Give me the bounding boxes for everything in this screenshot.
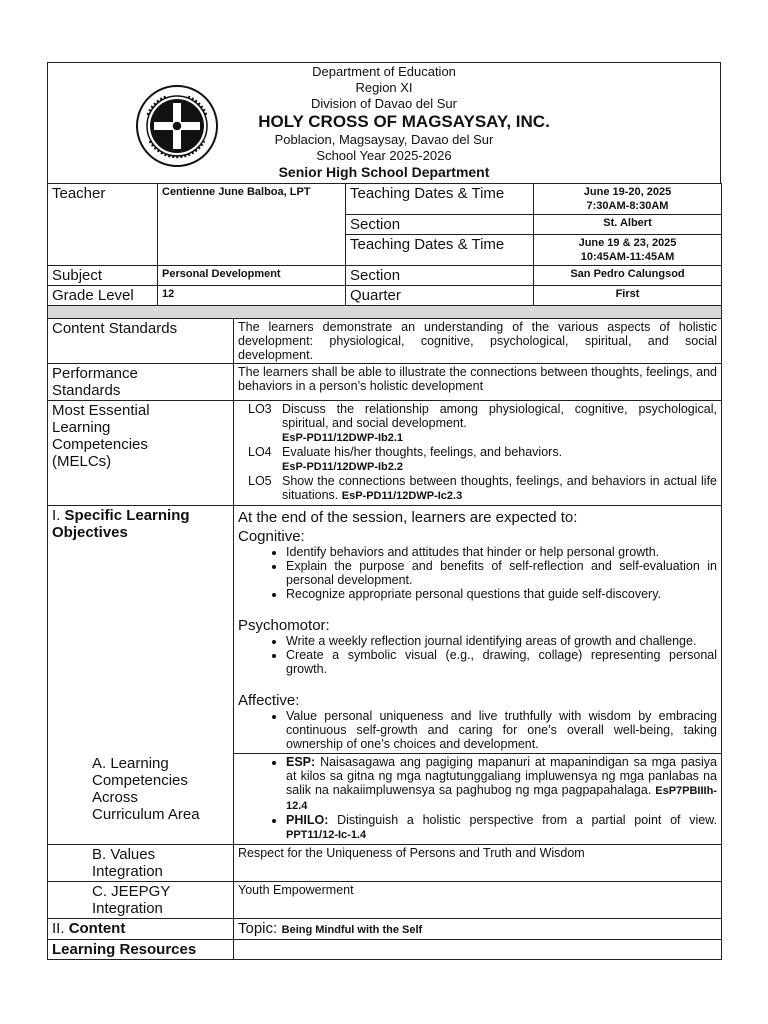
teacher-value: Centienne June Balboa, LPT	[158, 184, 346, 266]
subject-label: Subject	[48, 266, 158, 286]
values-label-1: B. Values	[92, 846, 156, 863]
across-list	[238, 755, 717, 842]
psychomotor-list	[238, 634, 717, 676]
melc-code: EsP-PD11/12DWP-Ib2.2	[282, 461, 404, 473]
content-title: Content	[68, 920, 126, 937]
jeepgy-integration-text: Youth Empowerment	[234, 882, 722, 919]
across-curriculum-content	[234, 754, 722, 845]
melc-number: LO4	[248, 445, 272, 459]
values-integration-text: Respect for the Uniqueness of Persons and Truth and Wisdom	[234, 845, 722, 882]
section-value-2: San Pedro Calungsod	[534, 266, 722, 286]
affective-title: Affective:	[238, 692, 300, 709]
melcs-label-2: Learning	[52, 419, 111, 436]
section-value-1: St. Albert	[534, 215, 722, 235]
melc-code: EsP-PD11/12DWP-Ic2.3	[341, 490, 463, 502]
melc-item	[238, 445, 717, 474]
quarter-value: First	[534, 286, 722, 306]
teaching-dates-label-2: Teaching Dates & Time	[346, 235, 534, 266]
list-item: • Value personal uniqueness and live truthfully with wisdom by embracing continuous self-growth and caring for one’s overall well-being, taking ownership of one’s choices and development.	[286, 709, 717, 751]
philo-code: PPT11/12-Ic-1.4	[286, 829, 367, 841]
melcs-label-1: Most Essential	[52, 402, 150, 419]
melcs-label-4: (MELCs)	[52, 453, 112, 470]
section-label-2: Section	[346, 266, 534, 286]
topic-value: Being Mindful with the Self	[281, 924, 423, 936]
performance-label-1: Performance	[52, 365, 138, 382]
list-item: • Identify behaviors and attitudes that hinder or help personal growth.	[286, 545, 717, 559]
philo-text: Distinguish a holistic perspective from a partial point of view.	[337, 813, 717, 827]
melc-text: Evaluate his/her thoughts, feelings, and behaviors.	[282, 445, 563, 459]
jeepgy-integration-label	[48, 882, 234, 919]
objectives-prefix: I.	[52, 507, 61, 524]
values-label-2: Integration	[92, 863, 163, 880]
quarter-label: Quarter	[346, 286, 534, 306]
subject-value: Personal Development	[158, 266, 346, 286]
teaching-dates-value-2	[534, 235, 722, 266]
school-seal-icon	[136, 85, 218, 167]
teaching-dates-2-date: June 19 & 23, 2025	[578, 237, 677, 249]
school-year: School Year 2025-2026	[316, 148, 452, 163]
cognitive-title: Cognitive:	[238, 528, 305, 545]
grade-level-label: Grade Level	[48, 286, 158, 306]
melc-number: LO3	[248, 402, 272, 416]
objectives-intro: At the end of the session, learners are expected to:	[238, 509, 578, 526]
performance-label-2: Standards	[52, 382, 121, 399]
lesson-plan-table	[47, 183, 722, 960]
header-line-3: Division of Davao del Sur	[311, 96, 457, 111]
psychomotor-title: Psychomotor:	[238, 617, 330, 634]
philo-label: PHILO:	[286, 813, 329, 827]
melcs-label-3: Competencies	[52, 436, 148, 453]
objectives-title-2: Objectives	[52, 524, 128, 541]
list-item: • Write a weekly reflection journal identifying areas of growth and challenge.	[286, 634, 717, 648]
objectives-title-1: Specific Learning	[64, 507, 190, 524]
across-label-2: Competencies	[92, 771, 188, 789]
learning-resources-value	[234, 940, 722, 960]
melcs-label	[48, 401, 234, 506]
content-topic	[234, 919, 722, 940]
teaching-dates-label-1: Teaching Dates & Time	[346, 184, 534, 215]
list-item: • Create a symbolic visual (e.g., drawing, collage) representing personal growth.	[286, 648, 717, 676]
melc-item	[238, 402, 717, 445]
objectives-content	[234, 506, 722, 754]
melc-code: EsP-PD11/12DWP-Ib2.1	[282, 432, 404, 444]
header-line-1: Department of Education	[312, 64, 456, 79]
divider-row	[48, 306, 722, 319]
content-standards-label: Content Standards	[48, 319, 234, 364]
grade-level-value: 12	[158, 286, 346, 306]
section-label-1: Section	[346, 215, 534, 235]
melc-number: LO5	[248, 474, 272, 488]
list-item: • Recognize appropriate personal questions that guide self-discovery.	[286, 587, 717, 601]
content-standards-text: The learners demonstrate an understanding of the various aspects of holistic development: physiological, cognitive, psychological, spiritual, and social development.	[234, 319, 722, 364]
cognitive-list	[238, 545, 717, 601]
melc-item	[238, 474, 717, 503]
document-header	[47, 62, 721, 183]
teaching-dates-value-1	[534, 184, 722, 215]
jeepgy-label-1: C. JEEPGY	[92, 883, 171, 900]
school-address: Poblacion, Magsaysay, Davao del Sur	[274, 132, 494, 147]
esp-item	[286, 755, 717, 813]
melcs-list	[234, 401, 722, 506]
melc-text: Discuss the relationship among physiological, cognitive, psychological, spiritual, and social development.	[282, 402, 717, 430]
jeepgy-label-2: Integration	[92, 900, 163, 917]
list-item: • Explain the purpose and benefits of self-reflection and self-evaluation in personal development.	[286, 559, 717, 587]
lesson-plan-page	[47, 62, 721, 972]
across-curriculum-label	[48, 754, 234, 845]
teacher-label: Teacher	[48, 184, 158, 266]
topic-label: Topic:	[238, 920, 278, 937]
school-name: HOLY CROSS OF MAGSAYSAY, INC.	[258, 112, 550, 131]
content-label	[48, 919, 234, 940]
across-label-4: Curriculum Area	[92, 805, 200, 823]
esp-code: EsP7PBIIIh-12.4	[286, 785, 717, 812]
esp-text: Naisasagawa ang pagiging mapanuri at mapanindigan sa mga pasiya at kilos sa gitna ng mga nagtutunggaliang impluwensya ng mga panlabas na salik na nakaiimpluwensya sa paghubog ng mga pagpapahalaga.	[286, 755, 717, 797]
teaching-dates-1-time: 7:30AM-8:30AM	[586, 200, 669, 212]
performance-standards-label	[48, 364, 234, 401]
learning-resources-title: Learning Resources	[52, 941, 197, 958]
header-line-2: Region XI	[355, 80, 413, 95]
across-label-1: A. Learning	[92, 754, 169, 772]
performance-standards-text: The learners shall be able to illustrate the connections between thoughts, feelings, and behaviors in a person’s holistic development	[234, 364, 722, 401]
across-label-3: Across	[92, 788, 138, 806]
values-integration-label	[48, 845, 234, 882]
objectives-label	[48, 506, 234, 754]
learning-resources-label	[48, 940, 234, 960]
esp-label: ESP:	[286, 755, 316, 769]
melc-text: Show the connections between thoughts, feelings, and behaviors in actual life situations.	[282, 474, 717, 502]
department-title: Senior High School Department	[278, 164, 490, 180]
philo-item	[286, 813, 717, 842]
teaching-dates-1-date: June 19-20, 2025	[583, 186, 672, 198]
teaching-dates-2-time: 10:45AM-11:45AM	[580, 251, 675, 263]
affective-list	[238, 709, 717, 751]
content-prefix: II.	[52, 920, 65, 937]
